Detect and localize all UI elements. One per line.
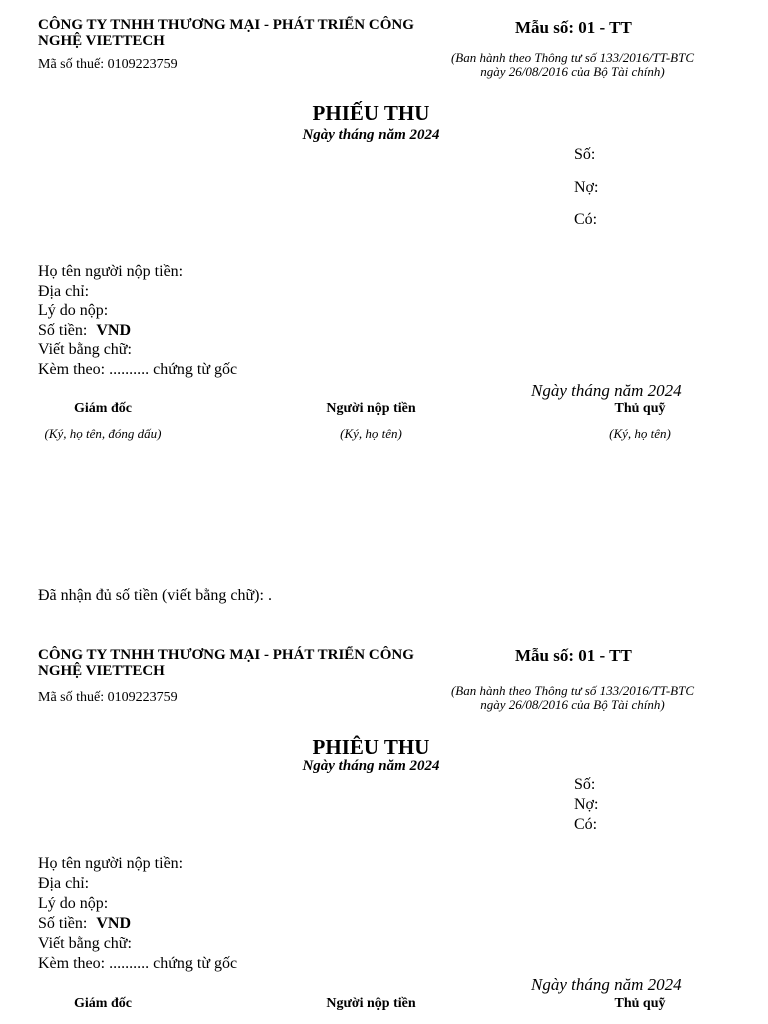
treasurer-sign-note: (Ký, họ tên) — [609, 426, 671, 441]
signature-date: Ngày tháng năm 2024 — [531, 975, 682, 994]
issued-line1: (Ban hành theo Thông tư số 133/2016/TT-BTC — [450, 683, 695, 698]
company-name — [38, 647, 414, 679]
amount-in-words-label: Viết bằng chữ: — [38, 341, 132, 358]
reason-label: Lý do nộp: — [38, 895, 109, 912]
amount-in-words-label: Viết bằng chữ: — [38, 935, 132, 952]
amount-row — [38, 915, 131, 933]
signature-date: Ngày tháng năm 2024 — [531, 381, 682, 400]
amount-label: Số tiền: — [38, 322, 88, 339]
attached-docs-label: Kèm theo: .......... chứng từ gốc — [38, 361, 238, 378]
credit-label: Có: — [574, 816, 598, 833]
director-title: Giám đốc — [74, 401, 132, 416]
company-name — [38, 17, 414, 49]
amount-label: Số tiền: — [38, 915, 88, 932]
debit-label: Nợ: — [574, 796, 599, 813]
payer-sign-note: (Ký, họ tên) — [340, 426, 402, 441]
receipt-date: Ngày tháng năm 2024 — [302, 758, 440, 774]
form-number: Mẫu số: 01 - TT — [515, 646, 632, 665]
amount-row — [38, 322, 131, 340]
receipt-title: PHIÊU THU — [312, 735, 430, 759]
issued-line2: ngày 26/08/2016 của Bộ Tài chính) — [480, 64, 665, 79]
address-label: Địa chỉ: — [38, 283, 90, 300]
payer-name-label: Họ tên người nộp tiền: — [38, 855, 184, 872]
treasurer-title: Thủ quỹ — [614, 996, 666, 1011]
company-name-line2: NGHỆ VIETTECH — [38, 33, 165, 49]
receipt-title: PHIẾU THU — [312, 101, 430, 125]
payer-sign-title: Người nộp tiền — [326, 996, 416, 1011]
issued-line2: ngày 26/08/2016 của Bộ Tài chính) — [480, 697, 665, 712]
tax-id: Mã số thuế: 0109223759 — [38, 57, 178, 72]
attached-docs-label: Kèm theo: .......... chứng từ gốc — [38, 955, 238, 972]
payer-name-label: Họ tên người nộp tiền: — [38, 263, 184, 280]
issued-line1: (Ban hành theo Thông tư số 133/2016/TT-BTC — [450, 50, 695, 65]
company-name-line1: CÔNG TY TNHH THƯƠNG MẠI - PHÁT TRIỂN CÔNG — [38, 17, 414, 33]
receipt-number-label: Số: — [574, 776, 596, 793]
tax-id: Mã số thuế: 0109223759 — [38, 690, 178, 705]
reason-label: Lý do nộp: — [38, 302, 109, 319]
company-name-line2: NGHỆ VIETTECH — [38, 663, 165, 679]
amount-unit: VND — [96, 322, 132, 339]
director-sign-note: (Ký, họ tên, đóng dấu) — [44, 426, 162, 441]
receipt-number-label: Số: — [574, 146, 596, 163]
payer-sign-title: Người nộp tiền — [326, 401, 416, 416]
director-title: Giám đốc — [74, 996, 132, 1011]
debit-label: Nợ: — [574, 179, 599, 196]
issued-by-note — [440, 684, 705, 712]
amount-unit: VND — [96, 915, 132, 932]
address-label: Địa chỉ: — [38, 875, 90, 892]
receipt-date: Ngày tháng năm 2024 — [302, 127, 440, 143]
form-number: Mẫu số: 01 - TT — [515, 18, 632, 37]
treasurer-title: Thủ quỹ — [614, 401, 666, 416]
credit-label: Có: — [574, 211, 598, 228]
received-amount-in-words: Đã nhận đủ số tiền (viết bằng chữ): . — [38, 587, 272, 604]
company-name-line1: CÔNG TY TNHH THƯƠNG MẠI - PHÁT TRIỂN CÔNG — [38, 647, 414, 663]
issued-by-note — [440, 51, 705, 79]
